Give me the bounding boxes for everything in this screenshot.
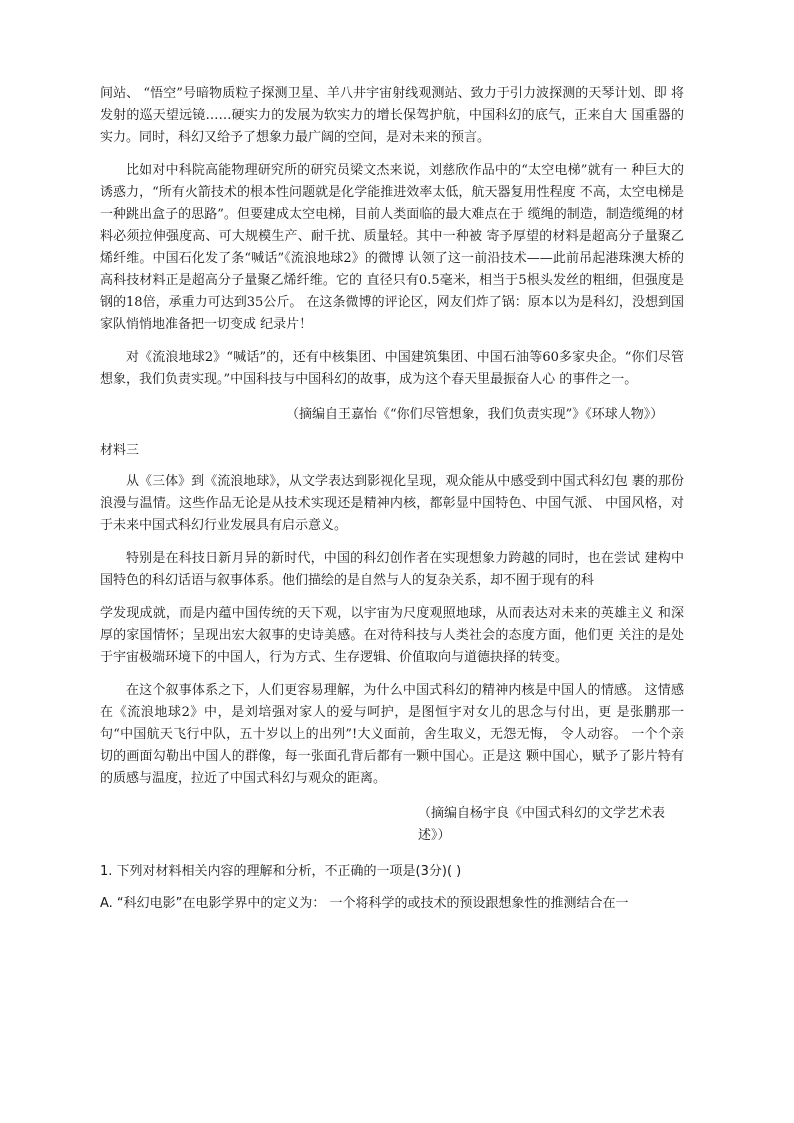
paragraph-new-era-part-a: 特别是在科技日新月异的新时代，中国的科幻创作者在实现想象力跨越的同时，也在尝试 建构中国特色的科幻话语与叙事体系。他们描绘的是自然与人的复杂关系，却不囿于现有的科 xyxy=(100,551,684,588)
question-1-option-a: A. “科幻电影”在电影学界中的定义为： 一个将科学的或技术的预设跟想象性的推测结合在一 xyxy=(100,896,629,911)
paragraph-central-enterprises: 对《流浪地球2》“喊话”的，还有中核集团、中国建筑集团、中国石油等60多家央企。“你们尽管想象，我们负责实现。”中国科技与中国科幻的故事，成为这个春天里最振奋人心 的事件之一。 xyxy=(100,350,684,387)
source-citation-material-three: （摘编自杨宇良《中国式科幻的文学艺术表述》） xyxy=(418,806,666,843)
question-1: 1. 下列对材料相关内容的理解和分析，不正确的一项是(3分)( ) xyxy=(100,864,462,879)
document-page xyxy=(100,83,684,915)
paragraph-material-two-continued: 间站、 “悟空”号暗物质粒子探测卫星、羊八井宇宙射线观测站、致力于引力波探测的天琴计划、即 将发射的巡天望远镜……硬实力的发展为软实力的增长保驾护航，中国科幻的底气，正来自大 国重器的实力。同时，科幻又给予了想象力最广阔的空间，是对未来的预言。 xyxy=(100,86,684,145)
paragraph-three-body-to-wandering-earth: 从《三体》到《流浪地球》，从文学表达到影视化呈现，观众能从中感受到中国式科幻包 裹的那份浪漫与温情。这些作品无论是从技术实现还是精神内核，都彰显中国特色、中国气派、 中国风格，对于未来中国式科幻行业发展具有启示意义。 xyxy=(100,474,684,533)
paragraph-emotional-core: 在这个叙事体系之下，人们更容易理解，为什么中国式科幻的精神内核是中国人的情感。 这情感在《流浪地球2》中，是刘培强对家人的爱与呵护，是图恒宇对女儿的思念与付出，更 是张鹏那一句“中国航天飞行中队，五十岁以上的出列”!大义面前，舍生取义，无怨无悔， 令人动容。 一个个亲切的画面勾勒出中国人的群像，每一张面孔背后都有一颗中国心。正是这 颗中国心，赋予了影片特有的质感与温度，拉近了中国式科幻与观众的距离。 xyxy=(100,683,684,786)
paragraph-new-era-part-b: 学发现成就，而是内蕴中国传统的天下观，以宇宙为尺度观照地球，从而表达对未来的英雄主义 和深厚的家国情怀；呈现出宏大叙事的史诗美感。在对待科技与人类社会的态度方面，他们更 关注的是处于宇宙极端环境下的中国人，行为方式、生存逻辑、价值取向与道德抉择的转变。 xyxy=(100,606,684,665)
section-heading-material-three: 材料三 xyxy=(100,443,140,458)
source-citation-material-two: （摘编自王嘉怡《“你们尽管想象，我们负责实现”》《环球人物》） xyxy=(286,407,664,422)
paragraph-space-elevator: 比如对中科院高能物理研究所的研究员梁文杰来说，刘慈欣作品中的“太空电梯”就有一 种巨大的诱惑力，“所有火箭技术的根本性问题就是化学能推进效率太低，航天器复用性程度 不高，太空电梯是一种跳出盒子的思路”。但要建成太空电梯，目前人类面临的最大难点在于 缆绳的制造，制造缆绳的材料必须拉伸强度高、可大规模生产、耐千扰、质量轻。其中一种被 寄予厚望的材料是超高分子量聚乙烯纤维。中国石化发了条“喊话”《流浪地球2》的微博 认领了这一前沿技术——此前吊起港珠澳大桥的高科技材料正是超高分子量聚乙烯纤维。它的 直径只有0.5毫米，相当于5根头发丝的粗细，但强度是钢的18倍，承重力可达到35公斤。 在这条微博的评论区，网友们炸了锅：原本以为是科幻，没想到国家队悄悄地准备把一切变成 纪录片！ xyxy=(100,163,684,332)
